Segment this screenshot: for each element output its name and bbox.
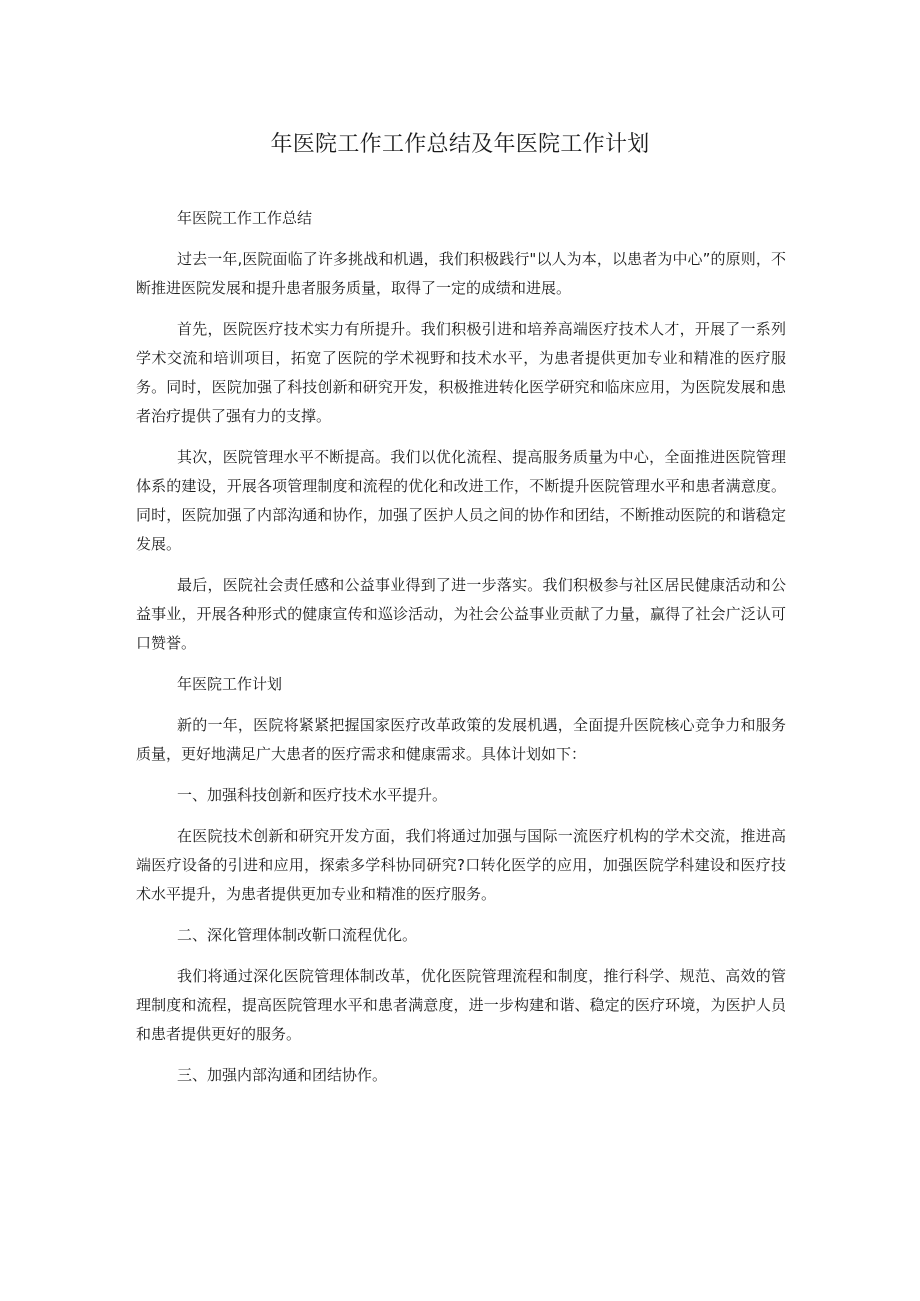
document-title: 年医院工作工作总结及年医院工作计划	[270, 132, 650, 157]
plan-item-1-body: 在医院技术创新和研究开发方面，我们将通过加强与国际一流医疗机构的学术交流，推进高端医疗设备的引进和应用，探索多学科协同研究?口转化医学的应用，加强医院学科建设和医疗技术水平提升，为患者提供更加专业和精准的医疗服务。	[136, 827, 786, 903]
plan-item-3-heading: 三、加强内部沟通和团结协作。	[177, 1066, 388, 1084]
plan-item-2-heading: 二、深化管理体制改靳口流程优化。	[177, 926, 418, 944]
summary-paragraph-intro: 过去一年,医院面临了许多挑战和机遇，我们积极践行"以人为本，以患者为中心”的原则，不断推进医院发展和提升患者服务质量，取得了一定的成绩和进展。	[136, 250, 786, 297]
plan-item-1-heading: 一、加强科技创新和医疗技术水平提升。	[177, 786, 448, 804]
plan-heading: 年医院工作计划	[177, 675, 283, 693]
plan-item-2-body: 我们将通过深化医院管理体制改革，优化医院管理流程和制度，推行科学、规范、高效的管理制度和流程，提高医院管理水平和患者满意度，进一步构建和谐、稳定的医疗环境，为医护人员和患者提供更好的服务。	[136, 967, 786, 1043]
document-body	[136, 204, 786, 1102]
summary-paragraph-social-responsibility: 最后，医院社会责任感和公益事业得到了进一步落实。我们积极参与社区居民健康活动和公益事业，开展各种形式的健康宣传和巡诊活动，为社会公益事业贡献了力量，赢得了社会广泛认可口赞誉。	[136, 576, 786, 652]
summary-heading: 年医院工作工作总结	[177, 209, 313, 227]
summary-paragraph-management: 其次，医院管理水平不断提高。我们以优化流程、提高服务质量为中心，全面推进医院管理体系的建设，开展各项管理制度和流程的优化和改进工作，不断提升医院管理水平和患者满意度。同时，医院加强了内部沟通和协作，加强了医护人员之间的协作和团结，不断推动医院的和谐稳定发展。	[136, 448, 786, 553]
plan-intro-paragraph: 新的一年，医院将紧紧把握国家医疗改革政策的发展机遇，全面提升医院核心竞争力和服务质量，更好地满足广大患者的医疗需求和健康需求。具体计划如下：	[136, 716, 786, 763]
summary-paragraph-technology: 首先，医院医疗技术实力有所提升。我们积极引进和培养高端医疗技术人才，开展了一系列学术交流和培训项目，拓宽了医院的学术视野和技术水平，为患者提供更加专业和精准的医疗服务。同时，医院加强了科技创新和研究开发，积极推进转化医学研究和临床应用，为医院发展和患者治疗提供了强有力的支撑。	[136, 320, 786, 425]
